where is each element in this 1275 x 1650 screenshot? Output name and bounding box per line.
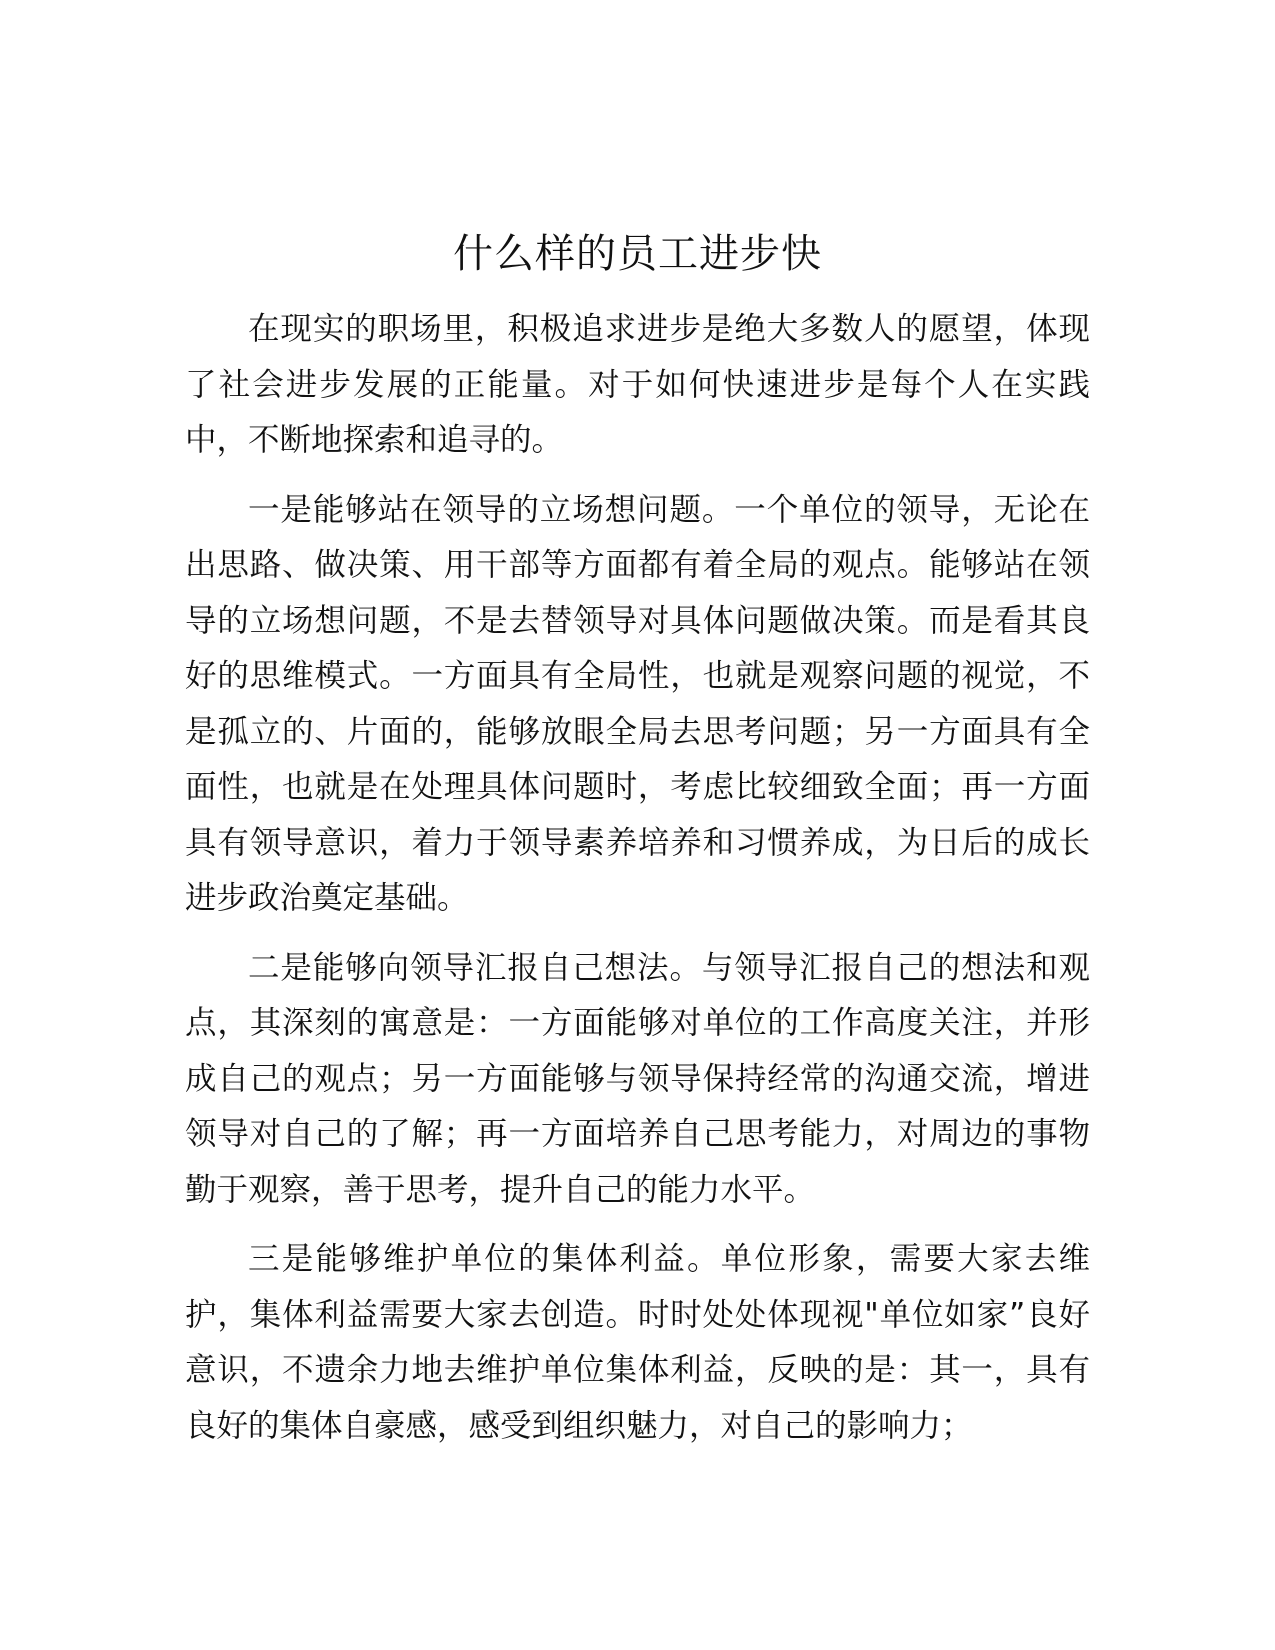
paragraph-point-three: 三是能够维护单位的集体利益。单位形象，需要大家去维护，集体利益需要大家去创造。时时处处体现视"单位如家”良好意识，不遗余力地去维护单位集体利益，反映的是：其一，具有良好的集体自豪感，感受到组织魅力，对自己的影响力； [185, 1241, 1090, 1444]
document-title: 什么样的员工进步快 [453, 231, 822, 277]
paragraph-point-one: 一是能够站在领导的立场想问题。一个单位的领导，无论在出思路、做决策、用干部等方面都有着全局的观点。能够站在领导的立场想问题，不是去替领导对具体问题做决策。而是看其良好的思维模式。一方面具有全局性，也就是观察问题的视觉，不是孤立的、片面的，能够放眼全局去思考问题；另一方面具有全面性，也就是在处理具体问题时，考虑比较细致全面；再一方面具有领导意识，着力于领导素养培养和习惯养成，为日后的成长进步政治奠定基础。 [185, 491, 1090, 916]
document-page [185, 226, 1090, 1468]
paragraph-intro: 在现实的职场里，积极追求进步是绝大多数人的愿望，体现了社会进步发展的正能量。对于如何快速进步是每个人在实践中，不断地探索和追寻的。 [185, 311, 1090, 458]
paragraph-point-two: 二是能够向领导汇报自己想法。与领导汇报自己的想法和观点，其深刻的寓意是：一方面能够对单位的工作高度关注，并形成自己的观点；另一方面能够与领导保持经常的沟通交流，增进领导对自己的了解；再一方面培养自己思考能力，对周边的事物勤于观察，善于思考，提升自己的能力水平。 [185, 949, 1090, 1208]
